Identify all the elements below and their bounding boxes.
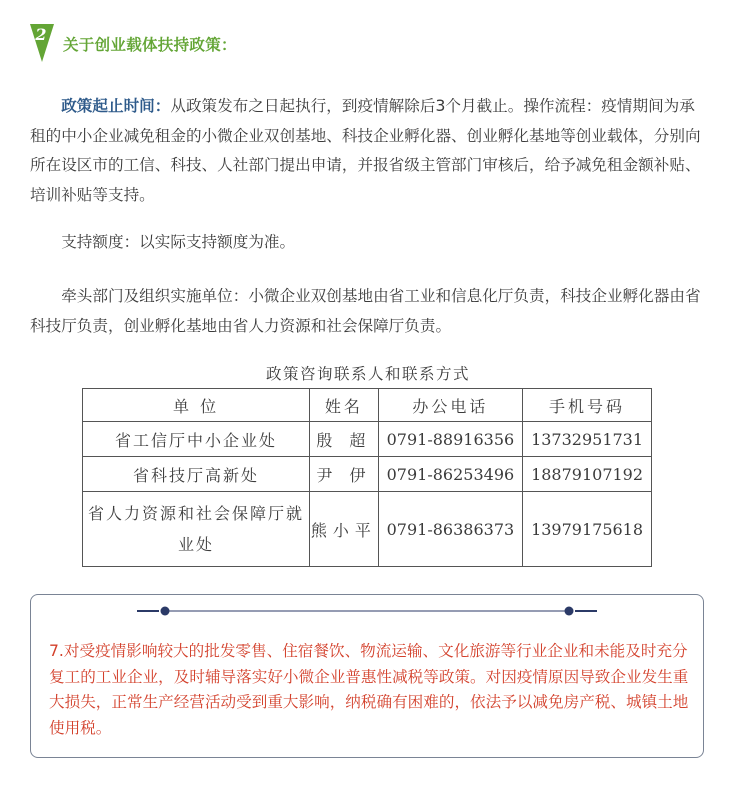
header-name: 姓名 [310,389,379,422]
cell-mobile: 18879107192 [523,457,652,492]
table-row [83,422,652,457]
table-caption: 政策咨询联系人和联系方式 [265,365,470,383]
policy-period-text: 从政策发布之日起执行，到疫情解除后3个月截止。操作流程：疫情期间为承租的中小企业减免租金的小微企业双创基地、科技企业孵化器、创业孵化基地等创业载体，分别向所在设区市的工信、科技、人社部门提出申请，并报省级主管部门审核后，给予减免租金额补贴、培训补贴等支持。 [30,97,701,204]
cell-office-phone: 0791-86253496 [378,457,522,492]
header-unit: 单 位 [83,389,310,422]
notice-box [30,594,704,758]
cell-unit: 省工信厅中小企业处 [83,422,310,457]
contact-table [82,388,652,567]
section-number: 2 [35,25,47,44]
cell-office-phone: 0791-86386373 [378,492,522,567]
notice-text: 7.对受疫情影响较大的批发零售、住宿餐饮、物流运输、文化旅游等行业企业和未能及时充分复工的工业企业，及时辅导落实好小微企业普惠性减税等政策。对因疫情原因导致企业发生重大损失，正常生产经营活动受到重大影响，纳税确有困难的，依法予以减免房产税、城镇土地使用税。 [49,642,689,737]
lead-departments-paragraph: 牵头部门及组织实施单位：小微企业双创基地由省工业和信息化厅负责，科技企业孵化器由省科技厅负责，创业孵化基地由省人力资源和社会保障厅负责。 [30,287,701,335]
divider-ornament [31,601,705,621]
table-row [83,457,652,492]
contact-table-block [82,360,654,567]
section-title: 关于创业载体扶持政策： [63,36,237,54]
section-number-badge [30,24,54,64]
cell-mobile: 13732951731 [523,422,652,457]
support-amount-paragraph: 支持额度：以实际支持额度为准。 [61,233,296,251]
cell-name: 熊小平 [310,492,379,567]
cell-name: 殷 超 [310,422,379,457]
cell-unit: 省人力资源和社会保障厅就业处 [83,492,310,567]
cell-mobile: 13979175618 [523,492,652,567]
policy-period-label: 政策起止时间： [61,97,171,115]
table-row [83,492,652,567]
cell-office-phone: 0791-88916356 [378,422,522,457]
policy-period-paragraph [30,92,710,210]
cell-name: 尹 伊 [310,457,379,492]
header-office-phone: 办公电话 [378,389,522,422]
table-header-row [83,389,652,422]
cell-unit: 省科技厅高新处 [83,457,310,492]
section-header [30,24,710,64]
header-mobile: 手机号码 [523,389,652,422]
